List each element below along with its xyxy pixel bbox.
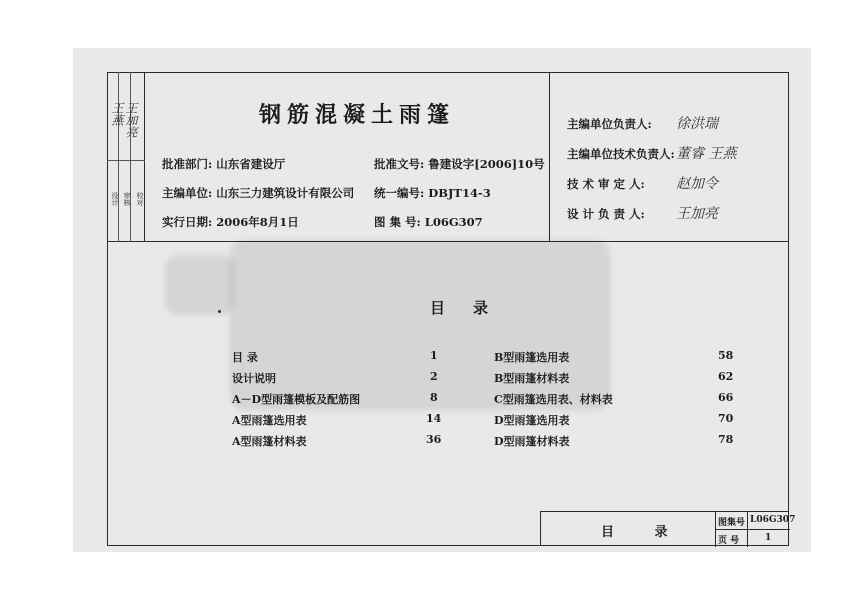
toc-entry-name[interactable]: D型雨篷选用表 xyxy=(494,414,570,427)
toc-entry-page: 58 xyxy=(718,349,734,362)
header-divider xyxy=(549,72,550,242)
toc-entry-name[interactable]: B型雨篷材料表 xyxy=(494,372,570,385)
responsible-signature: 王加亮 xyxy=(676,206,718,222)
effective-date: 实行日期: 2006年8月1日 xyxy=(162,215,299,229)
responsible-role: 主编单位负责人: xyxy=(567,117,652,131)
approval-dept: 批准部门: 山东省建设厅 xyxy=(162,157,286,171)
toc-entry-page: 8 xyxy=(430,391,438,404)
toc-entry-name[interactable]: 设计说明 xyxy=(232,372,276,385)
sidebar-label: 审核 xyxy=(123,192,131,206)
toc-entry-page: 66 xyxy=(718,391,734,404)
title-block xyxy=(540,511,796,546)
sidebar-label: 校对 xyxy=(136,192,144,206)
responsible-signature: 董睿 王燕 xyxy=(676,146,737,162)
sidebar-label: 设计 xyxy=(111,192,119,206)
approval-doc: 批准文号: 鲁建设字[2006]10号 xyxy=(374,157,545,171)
responsible-signature: 赵加令 xyxy=(676,176,718,192)
toc-entry-page: 14 xyxy=(426,412,442,425)
toc-entry-name[interactable]: 目 录 xyxy=(232,351,258,364)
toc-entry-name[interactable]: A型雨篷材料表 xyxy=(232,435,307,448)
title-block-atlas-value: L06G307 xyxy=(750,515,796,525)
toc-entry-page: 1 xyxy=(430,349,438,362)
toc-title: 目录 xyxy=(430,299,517,317)
toc-entry-name[interactable]: C型雨篷选用表、材料表 xyxy=(494,393,613,406)
bullet-dot xyxy=(218,310,221,313)
title-block-page-value: 1 xyxy=(765,533,772,543)
toc-entry-name[interactable]: D型雨篷材料表 xyxy=(494,435,570,448)
toc-entry-name[interactable]: A－D型雨篷模板及配筋图 xyxy=(232,393,361,406)
responsible-role: 主编单位技术负责人: xyxy=(567,147,675,161)
approval-sidebar xyxy=(107,72,145,242)
toc-entry-name[interactable]: A型雨篷选用表 xyxy=(232,414,307,427)
title-block-page-label: 页 号 xyxy=(718,536,740,546)
responsible-role: 设 计 负 责 人: xyxy=(567,207,645,221)
toc-entry-page: 62 xyxy=(718,370,734,383)
toc-entry-page: 2 xyxy=(430,370,438,383)
atlas-number: 图 集 号: L06G307 xyxy=(374,215,483,229)
responsible-role: 技 术 审 定 人: xyxy=(567,177,645,191)
sidebar-signature: 王加亮 xyxy=(124,102,138,138)
editor-unit: 主编单位: 山东三力建筑设计有限公司 xyxy=(162,186,355,200)
toc-entry-page: 36 xyxy=(426,433,442,446)
toc-entry-page: 78 xyxy=(718,433,734,446)
toc-entry-name[interactable]: B型雨篷选用表 xyxy=(494,351,570,364)
toc-entry-page: 70 xyxy=(718,412,734,425)
title-block-atlas-label: 图集号 xyxy=(718,518,746,528)
unified-number: 统一编号: DBJT14-3 xyxy=(374,186,491,200)
responsible-signature: 徐洪瑞 xyxy=(676,116,718,132)
page-title: 钢筋混凝土雨篷 xyxy=(258,102,455,128)
title-block-name: 目 录 xyxy=(601,525,686,540)
sidebar-signature: 王燕 xyxy=(110,102,124,126)
